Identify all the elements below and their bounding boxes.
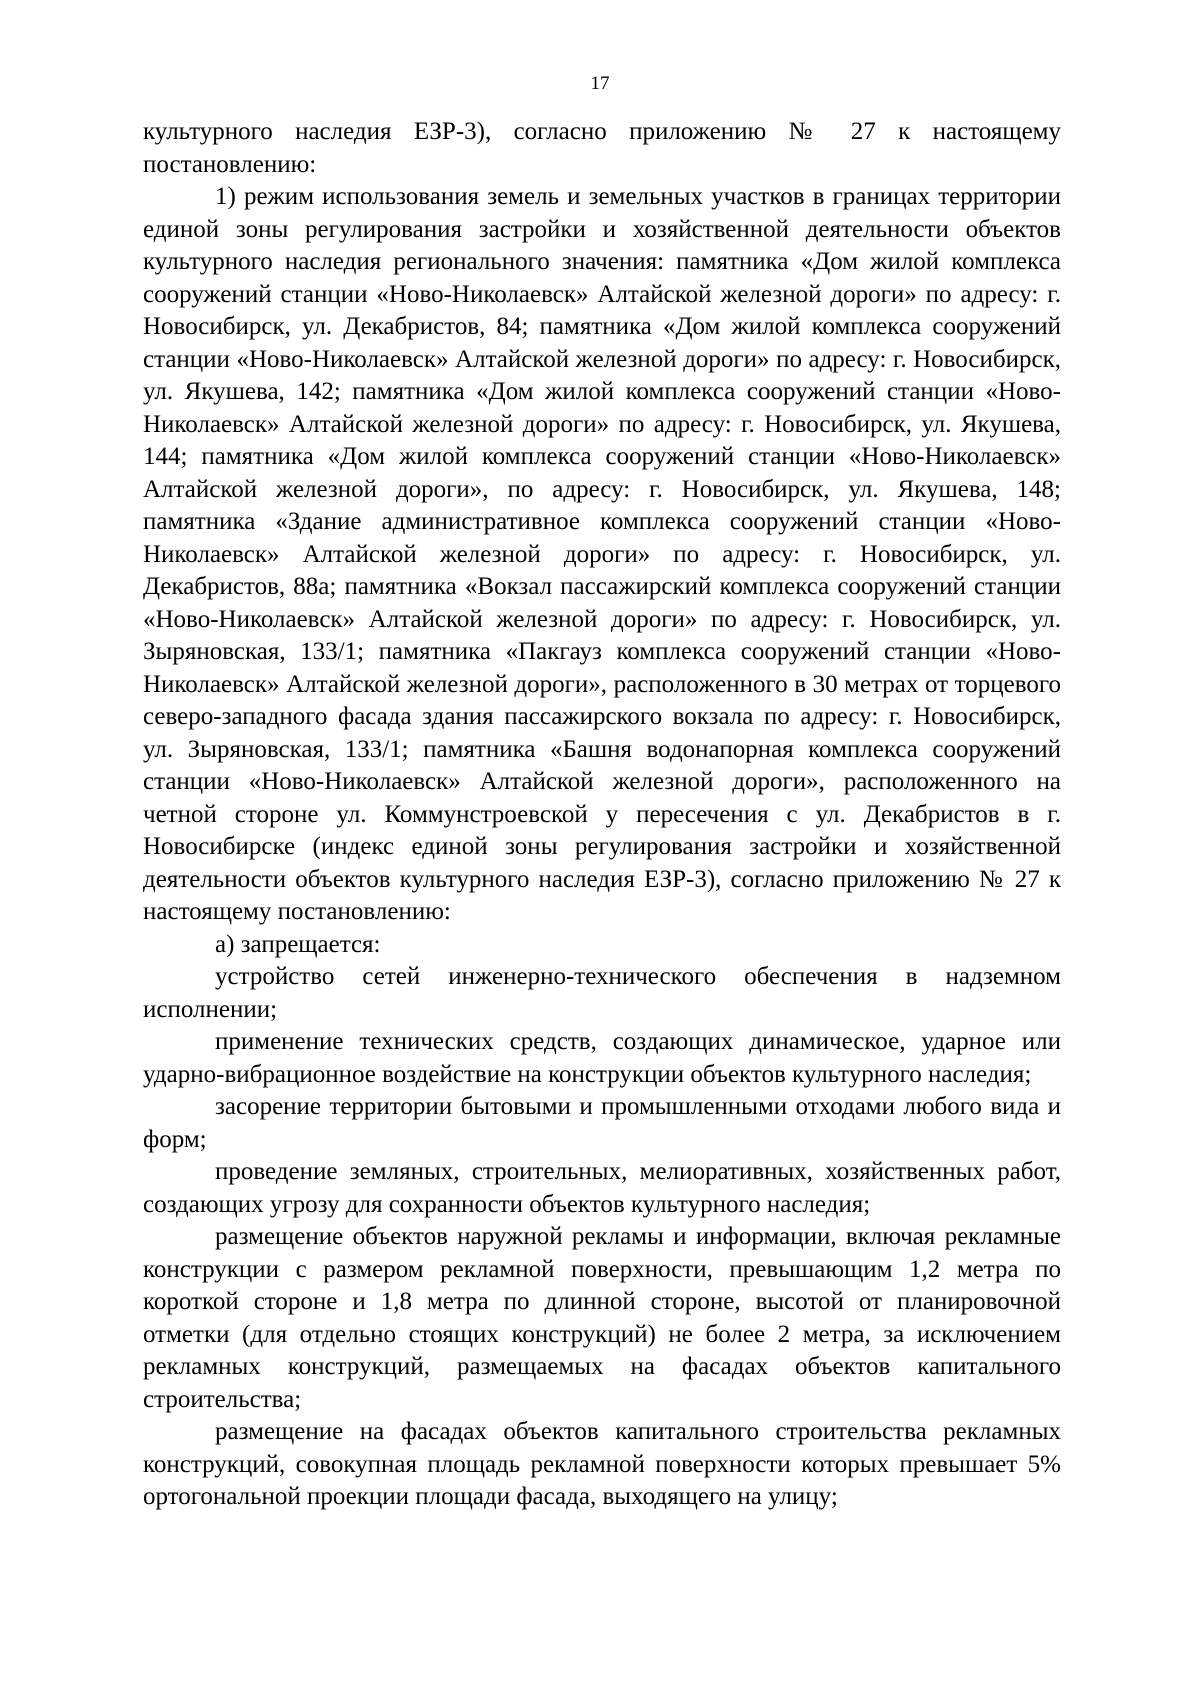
page-number: 17 — [590, 73, 610, 94]
paragraph-item-littering: засорение территории бытовыми и промышленными отходами любого вида и форм; — [143, 1093, 1061, 1153]
paragraph-item-earthworks: проведение земляных, строительных, мелиоративных, хозяйственных работ, создающих угрозу для сохранности объектов культурного наследия; — [143, 1158, 1061, 1218]
paragraph-item-technical-means: применение технических средств, создающих динамическое, ударное или ударно-вибрационное воздействие на конструкции объектов культурного наследия; — [143, 1028, 1061, 1088]
paragraph-regime-1: 1) режим использования земель и земельных участков в границах территории единой зоны регулирования застройки и хозяйственной деятельности объектов культурного наследия регионального значения: памятника «Дом жилой комплекса сооружений станции «Ново-Николаевск» Алтайской железной дороги» по адресу: г. Новосибирск, ул. Декабристов, 84; памятника «Дом жилой комплекса сооружений станции «Ново-Николаевск» Алтайской железной дороги» по адресу: г. Новосибирск, ул. Якушева, 142; памятника «Дом жилой комплекса сооружений станции «Ново-Николаевск» Алтайской железной дороги» по адресу: г. Новосибирск, ул. Якушева, 144; памятника «Дом жилой комплекса сооружений станции «Ново-Николаевск» Алтайской железной дороги», по адресу: г. Новосибирск, ул. Якушева, 148; памятника «Здание административное комплекса сооружений станции «Ново-Николаевск» Алтайской железной дороги» по адресу: г. Новосибирск, ул. Декабристов, 88а; памятника «Вокзал пассажирский комплекса сооружений станции «Ново-Николаевск» Алтайской железной дороги» по адресу: г. Новосибирск, ул. Зыряновская, 133/1; памятника «Пакгауз комплекса сооружений станции «Ново-Николаевск» Алтайской железной дороги», расположенного в 30 метрах от торцевого северо-западного фасада здания пассажирского вокзала по адресу: г. Новосибирск, ул. Зыряновская, 133/1; памятника «Башня водонапорная комплекса сооружений станции «Ново-Николаевск» Алтайской железной дороги», расположенного на четной стороне ул. Коммунстроевской у пересечения с ул. Декабристов в г. Новосибирске (индекс единой зоны регулирования застройки и хозяйственной деятельности объектов культурного наследия ЕЗР-3), согласно приложению № 27 к настоящему постановлению: — [143, 183, 1061, 925]
paragraph-item-facade-advertising: размещение на фасадах объектов капитального строительства рекламных конструкций, совокупная площадь рекламной поверхности которых превышает 5% ортогональной проекции площади фасада, выходящего на улицу; — [143, 1418, 1061, 1510]
document-body — [143, 116, 1061, 1514]
paragraph-item-outdoor-advertising: размещение объектов наружной рекламы и информации, включая рекламные конструкции с размером рекламной поверхности, превышающим 1,2 метра по короткой стороне и 1,8 метра по длинной стороне, высотой от планировочной отметки (для отдельно стоящих конструкций) не более 2 метра, за исключением рекламных конструкций, размещаемых на фасадах объектов капитального строительства; — [143, 1223, 1061, 1413]
paragraph-prohibited-heading: а) запрещается: — [215, 930, 381, 958]
paragraph-continuation: культурного наследия ЕЗР-3), согласно приложению № 27 к настоящему постановлению: — [143, 118, 1061, 178]
paragraph-item-networks: устройство сетей инженерно-технического обеспечения в надземном исполнении; — [143, 963, 1061, 1023]
